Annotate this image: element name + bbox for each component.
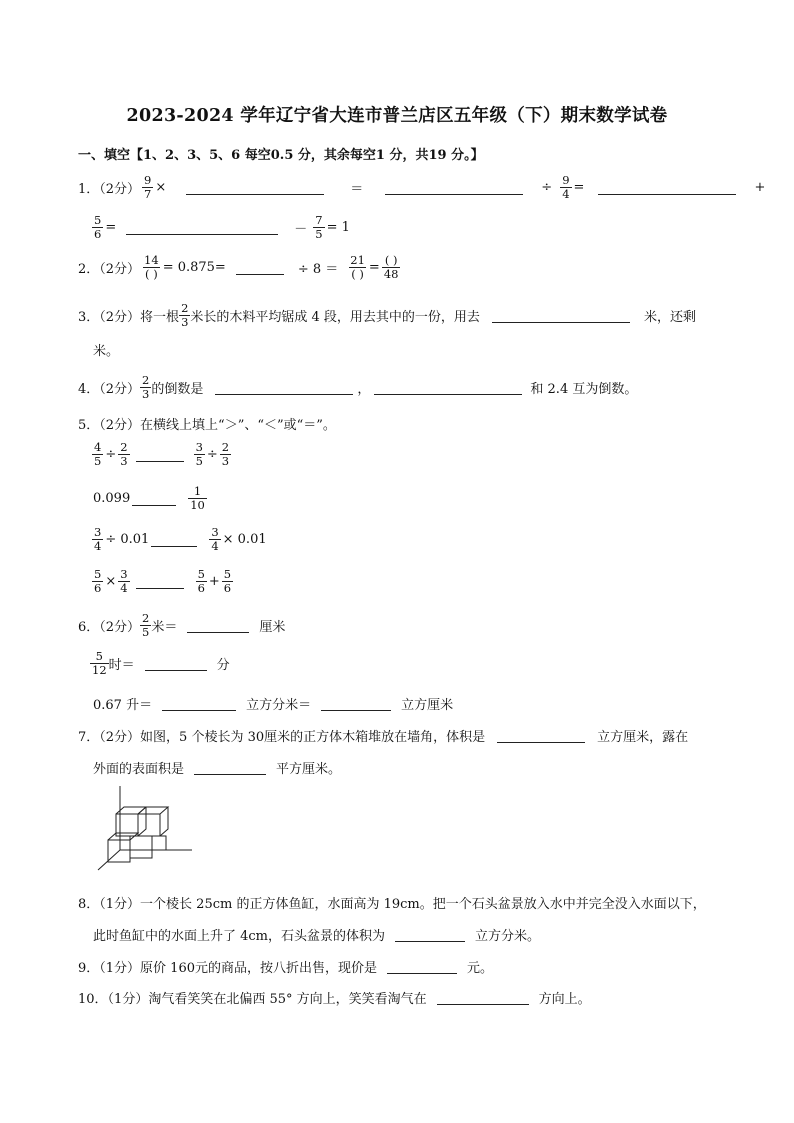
question-10 — [78, 988, 591, 1007]
times-sign: × — [105, 574, 117, 589]
question-number: 3．（2分） — [78, 310, 141, 325]
fraction: $\frac{2}{5}$ — [142, 611, 150, 639]
fraction: $\frac{4}{5}$ — [94, 440, 102, 468]
fraction: $\frac{2}{3}$ — [221, 440, 230, 468]
expression-text: = 0.875= — [162, 260, 226, 275]
question-text: 米，还剩 — [643, 310, 696, 325]
answer-blank[interactable] — [492, 309, 630, 323]
question-text: 原价 160元的商品，按八折出售，现价是 — [140, 961, 377, 976]
question-7-line-1 — [78, 726, 688, 745]
stacked-cubes-figure — [92, 784, 202, 874]
equals-sign: ＝ — [350, 182, 364, 197]
fraction: $\frac{5}{6}$ — [223, 567, 232, 595]
question-text: 将一根 — [140, 310, 180, 325]
expression-text: = 1 — [326, 220, 350, 235]
question-text: ， — [357, 382, 371, 397]
unit-text: 立方分米＝ — [246, 698, 312, 713]
question-text: 方向上。 — [538, 992, 591, 1007]
question-number: 7．（2分） — [78, 730, 141, 745]
expression-text: × 0.01 — [222, 532, 267, 547]
question-6-line-3 — [93, 694, 453, 713]
section-heading: 一、填空【1、2、3、5、6 每空0.5 分，其余每空1 分，共19 分。】 — [78, 148, 484, 163]
question-number: 1．（2分） — [78, 182, 141, 197]
minus-sign: － — [294, 222, 308, 237]
question-1-line-1 — [78, 174, 765, 201]
question-text: 和 2.4 互为倒数。 — [530, 382, 638, 397]
answer-blank[interactable] — [126, 221, 278, 235]
compare-row-1 — [90, 441, 233, 468]
expression-text: ÷ 0.01 — [105, 532, 150, 547]
question-text: 如图，5 个棱长为 30厘米的正方体木箱堆放在墙角，体积是 — [140, 730, 486, 745]
answer-blank[interactable] — [194, 761, 266, 775]
fraction: $\frac{5}{6}$ — [94, 567, 102, 595]
question-text: 一个棱长 25cm 的正方体鱼缸，水面高为 19cm。把一个石头盆景放入水中并完全没入水面以下， — [140, 897, 706, 912]
plus-sign: + — [208, 574, 220, 589]
question-6-line-2 — [90, 650, 230, 677]
answer-blank[interactable] — [497, 729, 585, 743]
question-text: 米＝ — [151, 620, 178, 635]
fraction: $\frac{2}{3}$ — [120, 440, 128, 468]
answer-blank[interactable] — [187, 619, 249, 633]
equals-sign: = — [105, 220, 117, 235]
fraction: $\frac{3}{4}$ — [120, 567, 128, 595]
fraction: $\frac{3}{5}$ — [195, 440, 203, 468]
question-text: 立方分米。 — [475, 929, 541, 944]
question-number: 5．（2分） — [78, 418, 141, 433]
divide-sign: ÷ — [206, 447, 218, 462]
answer-blank[interactable] — [236, 261, 284, 275]
equals-sign: = — [368, 260, 380, 275]
question-text: 时＝ — [108, 658, 135, 673]
unit-text: 厘米 — [259, 620, 286, 635]
fraction: $\frac{5}{6}$ — [197, 567, 205, 595]
answer-blank[interactable] — [215, 381, 353, 395]
question-9 — [78, 957, 493, 976]
question-text: 外面的表面积是 — [93, 762, 185, 777]
question-4 — [78, 374, 637, 401]
fraction: $\frac{7}{5}$ — [315, 213, 323, 241]
question-text: 的倒数是 — [151, 382, 204, 397]
question-number: 4．（2分） — [78, 382, 141, 397]
fraction: $\frac{21}{( )}$ — [350, 253, 365, 281]
answer-blank[interactable] — [437, 991, 529, 1005]
question-6-line-1 — [78, 612, 285, 639]
answer-blank[interactable] — [136, 575, 184, 589]
question-number: 8．（1分） — [78, 897, 141, 912]
fraction: $\frac{( )}{48}$ — [383, 253, 399, 281]
fraction: $\frac{5}{6}$ — [94, 213, 102, 241]
answer-blank[interactable] — [385, 181, 523, 195]
question-3-line-1 — [78, 302, 696, 329]
compare-row-2 — [93, 485, 209, 512]
answer-blank[interactable] — [321, 697, 391, 711]
expression-text: 0.099 — [93, 491, 131, 506]
fraction: $\frac{1}{10}$ — [190, 484, 205, 512]
question-number: 9．（1分） — [78, 961, 141, 976]
question-text: 米长的木料平均锯成 4 段，用去其中的一份，用去 — [190, 310, 480, 325]
answer-blank[interactable] — [132, 492, 176, 506]
question-text: 0.67 升＝ — [93, 698, 153, 713]
question-2 — [78, 254, 402, 281]
question-8-line-2 — [93, 925, 540, 944]
question-1-line-2 — [90, 214, 350, 241]
times-sign: × — [155, 180, 167, 195]
expression-text: ÷ 8 ＝ — [297, 262, 339, 277]
question-7-line-2 — [93, 758, 341, 777]
fraction: $\frac{3}{4}$ — [94, 525, 102, 553]
question-text: 在横线上填上“＞”、“＜”或“＝”。 — [140, 418, 336, 433]
question-number: 2．（2分） — [78, 262, 141, 277]
unit-text: 立方厘米 — [401, 698, 454, 713]
answer-blank[interactable] — [162, 697, 236, 711]
fraction: $\frac{14}{( )}$ — [144, 253, 159, 281]
answer-blank[interactable] — [395, 928, 465, 942]
question-number: 6．（2分） — [78, 620, 141, 635]
question-number: 10．（1分） — [78, 992, 149, 1007]
page-title: 2023-2024 学年辽宁省大连市普兰店区五年级（下）期末数学试卷 — [126, 106, 668, 126]
question-text: 此时鱼缸中的水面上升了 4cm，石头盆景的体积为 — [93, 929, 386, 944]
question-5 — [78, 414, 336, 433]
answer-blank[interactable] — [145, 657, 207, 671]
unit-text: 分 — [216, 658, 230, 673]
question-text: 立方厘米，露在 — [597, 730, 689, 745]
answer-blank[interactable] — [151, 533, 197, 547]
fraction: $\frac{2}{3}$ — [142, 373, 150, 401]
fraction: $\frac{5}{12}$ — [92, 649, 107, 677]
fraction: $\frac{9}{7}$ — [144, 173, 152, 201]
answer-blank[interactable] — [387, 960, 457, 974]
fraction: $\frac{3}{4}$ — [211, 525, 219, 553]
fraction: $\frac{9}{4}$ — [562, 173, 570, 201]
plus-sign: + — [754, 180, 766, 195]
question-text: 元。 — [467, 961, 494, 976]
question-text: 淘气看笑笑在北偏西 55° 方向上，笑笑看淘气在 — [148, 992, 427, 1007]
question-text: 米。 — [93, 344, 120, 359]
fraction: $\frac{2}{3}$ — [181, 301, 189, 329]
answer-blank[interactable] — [136, 448, 184, 462]
equals-sign: = — [573, 180, 585, 195]
divide-sign: ÷ — [105, 447, 117, 462]
divide-sign: ÷ — [541, 180, 553, 195]
answer-blank[interactable] — [186, 181, 324, 195]
question-text: 平方厘米。 — [276, 762, 342, 777]
question-8-line-1 — [78, 893, 706, 912]
question-3-line-2 — [93, 340, 119, 359]
answer-blank[interactable] — [374, 381, 522, 395]
compare-row-4 — [90, 568, 235, 595]
answer-blank[interactable] — [598, 181, 736, 195]
compare-row-3 — [90, 526, 267, 553]
